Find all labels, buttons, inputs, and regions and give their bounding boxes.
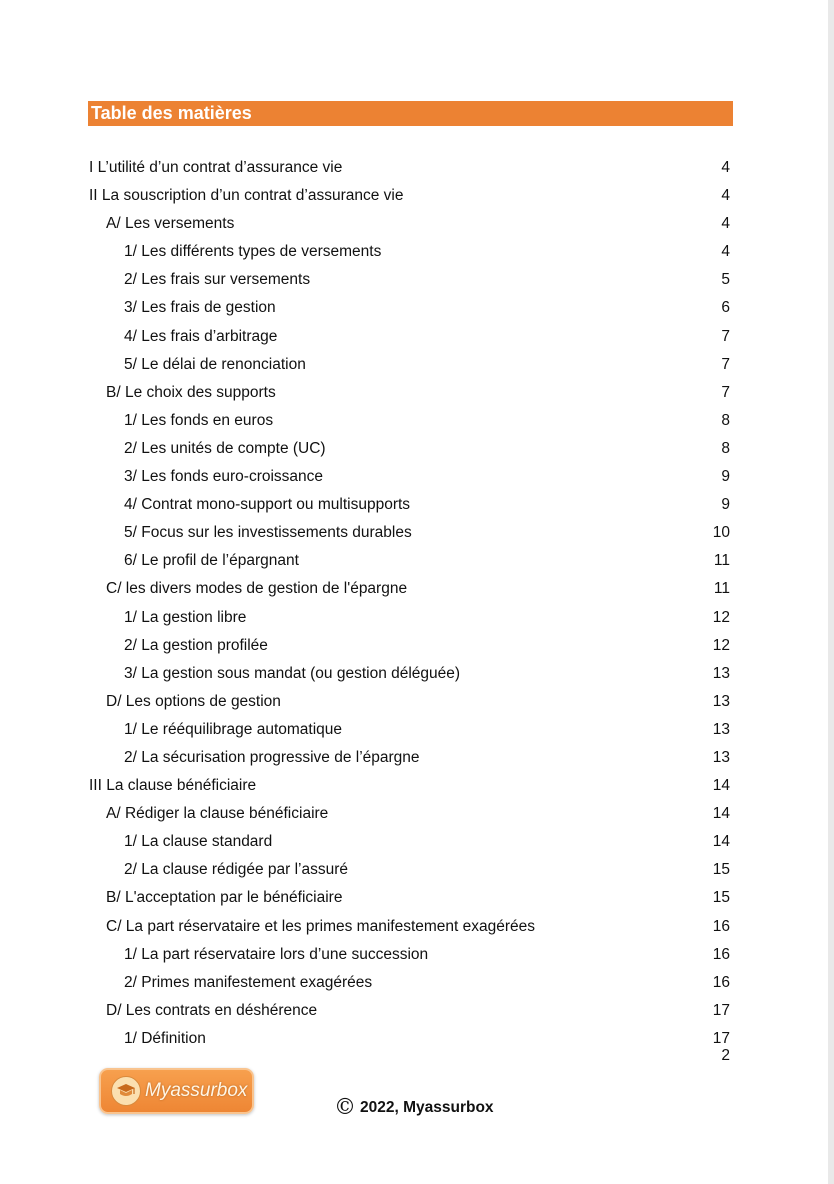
toc-entry-page: 8: [721, 411, 730, 429]
toc-entry-page: 15: [712, 861, 730, 879]
toc-entry-text: I L’utilité d’un contrat d’assurance vie: [89, 159, 343, 176]
toc-entry-text: A/ Rédiger la clause bénéficiaire: [106, 805, 329, 823]
toc-entry-text: 2/ Les unités de compte (UC): [124, 439, 326, 457]
toc-entry-page: 13: [712, 692, 730, 710]
toc-entry-text: 1/ Les différents types de versements: [124, 243, 382, 261]
toc-entry-page: 14: [712, 833, 730, 851]
toc-entry[interactable]: [89, 941, 730, 969]
toc-entry-page: 17: [712, 1029, 730, 1047]
toc-entry-text: 2/ La sécurisation progressive de l’épargne: [124, 748, 420, 766]
toc-entry[interactable]: [89, 323, 730, 351]
toc-entry-text: 2/ La clause rédigée par l’assuré: [124, 861, 349, 879]
toc-entry-page: 12: [712, 608, 730, 626]
toc-entry[interactable]: [89, 547, 730, 575]
logo-text: Myassurbox: [145, 1080, 248, 1101]
copyright: [334, 1095, 494, 1120]
toc-entry-text: II La souscription d’un contrat d’assurance vie: [89, 187, 404, 205]
toc-entry-page: 4: [721, 215, 730, 233]
page-number: 2: [721, 1047, 730, 1064]
toc-entry[interactable]: [89, 828, 730, 856]
toc-entry-text: 3/ Les frais de gestion: [124, 299, 276, 317]
toc-entry-text: 1/ Les fonds en euros: [124, 411, 274, 429]
toc-entry-text: 4/ Les frais d’arbitrage: [124, 327, 278, 345]
toc-entry-text: 5/ Le délai de renonciation: [124, 355, 306, 373]
toc-entry[interactable]: [89, 575, 730, 603]
toc-entry-text: B/ L'acceptation par le bénéficiaire: [106, 889, 343, 907]
toc-entry-page: 10: [712, 524, 730, 542]
toc-entry-page: 8: [721, 439, 730, 457]
toc-entry[interactable]: [89, 716, 730, 744]
toc-entry-page: 17: [712, 1001, 730, 1019]
toc-entry[interactable]: [89, 688, 730, 716]
toc-entry-text: A/ Les versements: [106, 215, 235, 233]
toc-entry-page: 9: [721, 468, 730, 486]
toc-entry[interactable]: [89, 294, 730, 322]
toc-entry-page: 7: [721, 327, 730, 345]
toc-entry-page: 16: [712, 973, 730, 991]
toc-entry[interactable]: [89, 997, 730, 1025]
toc-entry-page: 5: [721, 271, 730, 289]
toc-entry-page: 4: [721, 187, 730, 205]
toc-entry-text: 6/ Le profil de l’épargnant: [124, 552, 299, 570]
toc-entry[interactable]: [89, 969, 730, 997]
toc-entry-page: 11: [713, 552, 730, 570]
toc-entry[interactable]: [89, 519, 730, 547]
toc-entry[interactable]: [89, 884, 730, 912]
toc-entry-text: III La clause bénéficiaire: [89, 777, 257, 795]
toc-entry-text: 2/ La gestion profilée: [124, 636, 268, 654]
toc-entry-page: 14: [712, 805, 730, 823]
toc-entry[interactable]: [89, 772, 730, 800]
toc-entry-text: 1/ La part réservataire lors d’une succession: [124, 945, 429, 963]
toc-entry[interactable]: [89, 379, 730, 407]
toc-entry-text: 5/ Focus sur les investissements durables: [124, 524, 412, 542]
toc-entry[interactable]: [89, 604, 730, 632]
toc-entry-page: 13: [712, 748, 730, 766]
copyright-text: 2022, Myassurbox: [360, 1099, 494, 1116]
toc-entry-text: 1/ Le rééquilibrage automatique: [124, 720, 343, 738]
page-edge: [828, 0, 834, 1184]
toc-entry[interactable]: [89, 182, 730, 210]
toc-entry-page: 4: [721, 243, 730, 261]
toc-entry-page: 9: [721, 496, 730, 514]
toc-entry[interactable]: [89, 266, 730, 294]
toc-entry[interactable]: [89, 1025, 730, 1053]
toc-entry-page: 14: [712, 777, 730, 795]
toc-entry-page: 7: [721, 383, 730, 401]
toc-entry-text: 4/ Contrat mono-support ou multisupports: [124, 496, 411, 514]
toc-entry-text: 2/ Primes manifestement exagérées: [124, 973, 373, 991]
toc-entry-page: 13: [712, 720, 730, 738]
toc-entry[interactable]: [89, 744, 730, 772]
toc-entry[interactable]: [89, 435, 730, 463]
toc-title: Table des matières: [88, 101, 733, 126]
toc-entry[interactable]: [89, 154, 730, 182]
toc-entry[interactable]: [89, 238, 730, 266]
toc-entry-page: 15: [712, 889, 730, 907]
toc-entry-text: D/ Les contrats en déshérence: [106, 1001, 318, 1019]
toc-entry-text: C/ La part réservataire et les primes manifestement exagérées: [106, 917, 536, 935]
toc-entry-text: 1/ La clause standard: [124, 833, 273, 851]
toc-entry[interactable]: [89, 632, 730, 660]
toc-entry-page: 7: [721, 355, 730, 373]
toc-entry-page: 4: [721, 159, 730, 176]
toc-entry-text: 2/ Les frais sur versements: [124, 271, 311, 289]
toc-list: [89, 154, 730, 1053]
toc-entry[interactable]: [89, 800, 730, 828]
toc-entry-text: 1/ Définition: [124, 1029, 206, 1047]
toc-entry-text: 3/ Les fonds euro-croissance: [124, 468, 324, 486]
toc-entry-text: 3/ La gestion sous mandat (ou gestion déléguée): [124, 664, 461, 682]
toc-entry-page: 16: [712, 917, 730, 935]
toc-entry[interactable]: [89, 210, 730, 238]
toc-entry[interactable]: [89, 463, 730, 491]
toc-entry-text: C/ les divers modes de gestion de l'épargne: [106, 580, 408, 598]
toc-entry-page: 12: [712, 636, 730, 654]
toc-entry[interactable]: [89, 491, 730, 519]
copyright-symbol: ©: [334, 1095, 356, 1120]
toc-entry[interactable]: [89, 856, 730, 884]
toc-entry[interactable]: [89, 660, 730, 688]
toc-entry[interactable]: [89, 407, 730, 435]
myassurbox-logo: [99, 1068, 254, 1114]
toc-entry-page: 6: [721, 299, 730, 317]
toc-entry[interactable]: [89, 351, 730, 379]
toc-entry-text: 1/ La gestion libre: [124, 608, 247, 626]
graduation-cap-icon: [111, 1076, 141, 1106]
toc-entry[interactable]: [89, 913, 730, 941]
toc-entry-text: D/ Les options de gestion: [106, 692, 281, 710]
toc-entry-page: 16: [712, 945, 730, 963]
toc-entry-page: 13: [712, 664, 730, 682]
toc-entry-text: B/ Le choix des supports: [106, 383, 276, 401]
toc-entry-page: 11: [713, 580, 730, 598]
